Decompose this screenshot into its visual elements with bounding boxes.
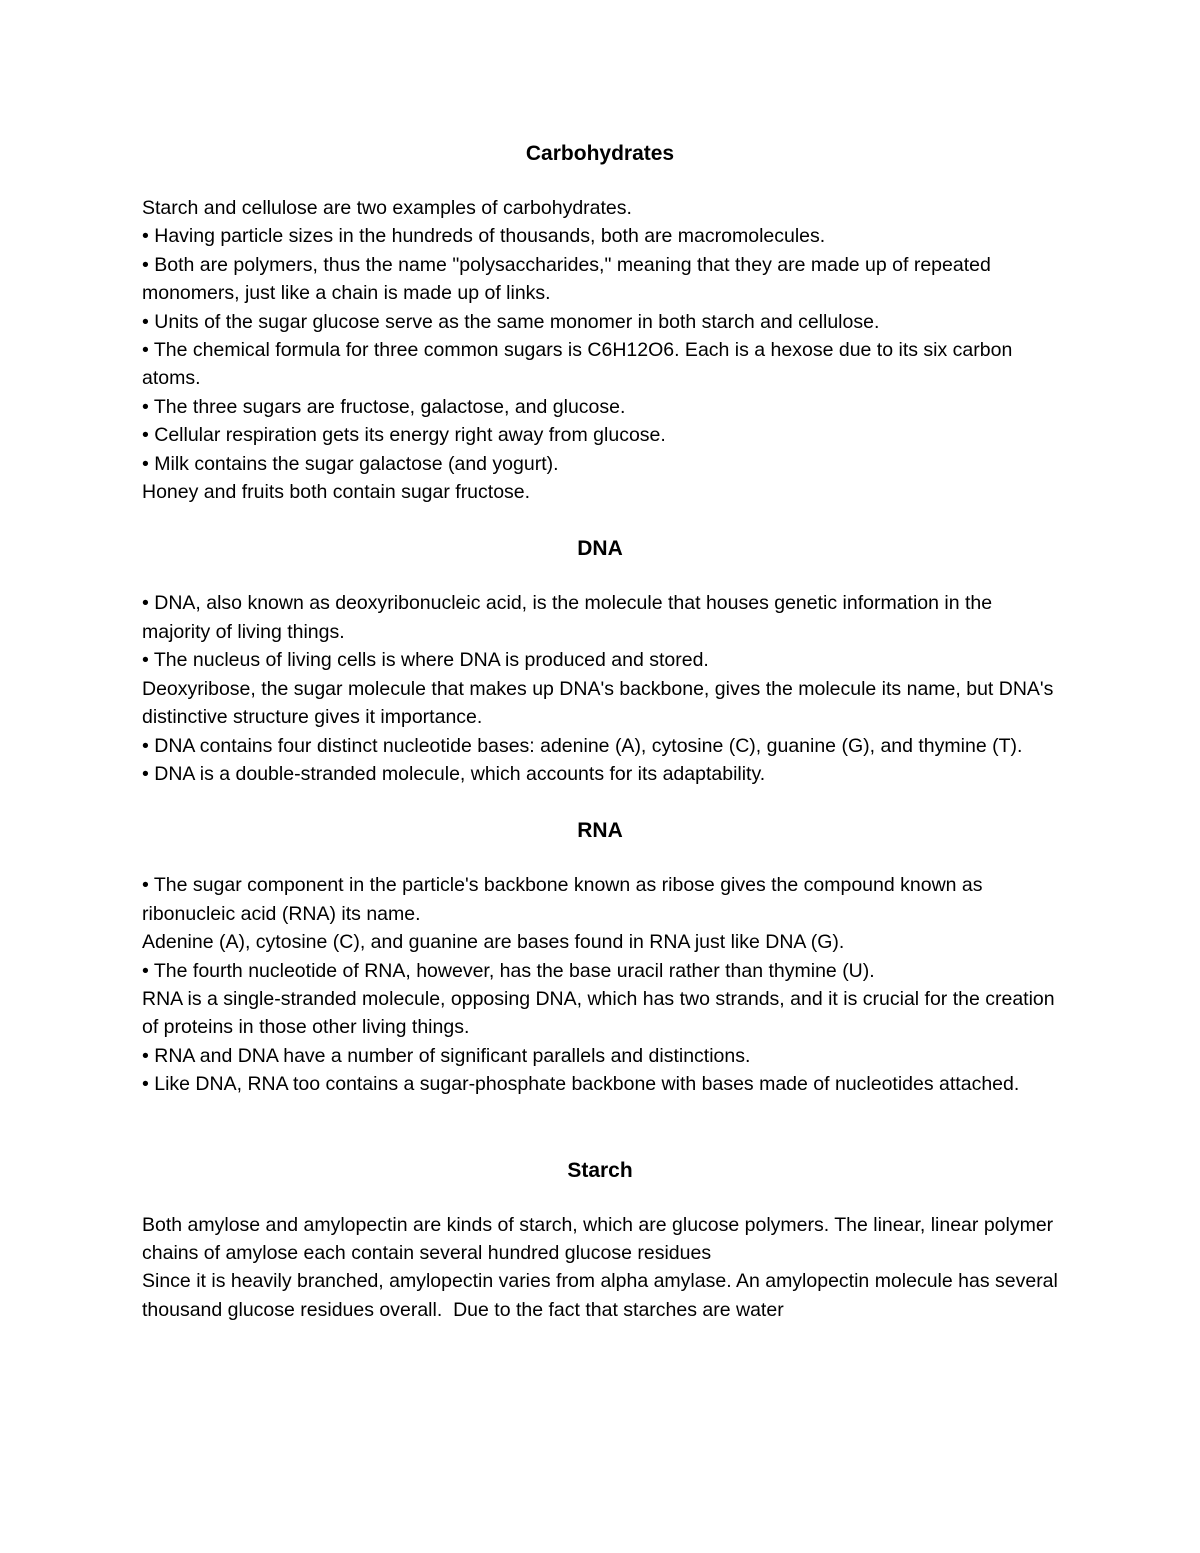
bullet-line: • DNA, also known as deoxyribonucleic acid, is the molecule that houses genetic information in the majority of living things. <box>142 592 998 643</box>
bullet-line: • Having particle sizes in the hundreds of thousands, both are macromolecules. <box>142 225 826 248</box>
bullet-line: • RNA and DNA have a number of significant parallels and distinctions. <box>142 1044 751 1067</box>
paragraph-line: Starch and cellulose are two examples of carbohydrates. <box>142 197 632 219</box>
paragraph-line: RNA is a single-stranded molecule, opposing DNA, which has two strands, and it is crucial for the creation of proteins in those other living things. <box>142 987 1061 1039</box>
section-title: RNA <box>577 819 623 843</box>
paragraph-line: Honey and fruits both contain sugar fructose. <box>142 481 531 504</box>
bullet-line: • Cellular respiration gets its energy right away from glucose. <box>142 424 666 447</box>
bullet-line: • Units of the sugar glucose serve as the same monomer in both starch and cellulose. <box>142 310 880 333</box>
bullet-line: • The fourth nucleotide of RNA, however, has the base uracil rather than thymine (U). <box>142 959 875 982</box>
document-body <box>142 140 1062 1353</box>
bullet-line: • The sugar component in the particle's backbone known as ribose gives the compound known as ribonucleic acid (RNA) its name. <box>142 874 988 925</box>
section-title: DNA <box>577 537 623 561</box>
section-carbohydrates <box>142 140 1062 506</box>
bullet-line: • DNA contains four distinct nucleotide bases: adenine (A), cytosine (C), guanine (G), and thymine (T). <box>142 734 1023 757</box>
section-title: Carbohydrates <box>525 142 675 165</box>
paragraph-line: Since it is heavily branched, amylopectin varies from alpha amylase. An amylopectin molecule has several thousand glucose residues overall. Due to the fact that starches are water <box>142 1270 1064 1321</box>
bullet-line: • The chemical formula for three common sugars is C6H12O6. Each is a hexose due to its six carbon atoms. <box>142 339 1018 390</box>
section-starch <box>142 1157 1062 1325</box>
bullet-line: • DNA is a double-stranded molecule, which accounts for its adaptability. <box>142 762 766 785</box>
paragraph-line: Adenine (A), cytosine (C), and guanine are bases found in RNA just like DNA (G). <box>142 931 845 954</box>
bullet-line: • The three sugars are fructose, galactose, and glucose. <box>142 395 626 418</box>
bullet-line: • Milk contains the sugar galactose (and yogurt). <box>142 452 559 475</box>
section-title: Starch <box>567 1158 633 1182</box>
bullet-line: • The nucleus of living cells is where DNA is produced and stored. <box>142 649 709 672</box>
section-rna <box>142 817 1062 1098</box>
section-dna <box>142 535 1062 788</box>
paragraph-line: Both amylose and amylopectin are kinds of starch, which are glucose polymers. The linear, linear polymer chains of amylose each contain several hundred glucose residues <box>142 1213 1059 1264</box>
bullet-line: • Both are polymers, thus the name "polysaccharides," meaning that they are made up of repeated monomers, just like a chain is made up of links. <box>142 253 997 305</box>
paragraph-line: Deoxyribose, the sugar molecule that makes up DNA's backbone, gives the molecule its name, but DNA's distinctive structure gives it importance. <box>142 677 1059 729</box>
bullet-line: • Like DNA, RNA too contains a sugar-phosphate backbone with bases made of nucleotides attached. <box>142 1073 1020 1096</box>
